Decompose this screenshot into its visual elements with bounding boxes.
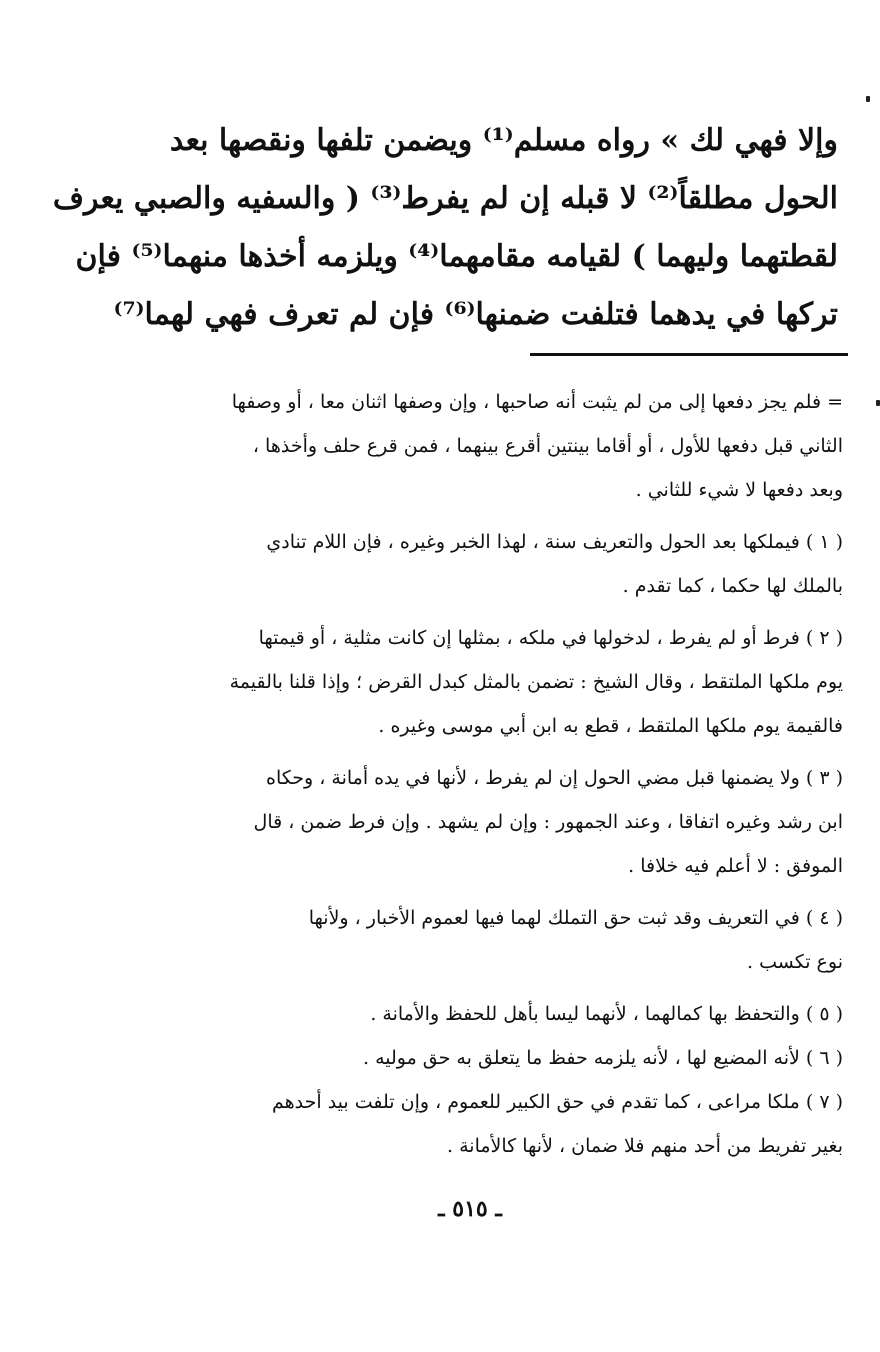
footnote-1 (108, 520, 843, 608)
margin-mark (866, 96, 870, 102)
footnote-line: نوع تكسب . (747, 951, 843, 973)
page-number: ـ ٥١٥ ـ (438, 1196, 502, 1222)
footnote-3 (108, 756, 843, 888)
footnote-continuation (108, 380, 843, 512)
footnote-5 (108, 992, 843, 1036)
main-text-line: تركها في يدهما فتلفت ضمنها⁽⁶⁾ فإن لم تعرف فهي لهما⁽⁷⁾ (113, 297, 838, 332)
footnote-separator (530, 353, 848, 356)
footnote-7 (108, 1080, 843, 1168)
main-text-line: الحول مطلقاً⁽²⁾ لا قبله إن لم يفرط⁽³⁾ ( والسفيه والصبي يعرف (52, 181, 838, 216)
footnote-line: ( ٦ ) لأنه المضيع لها ، لأنه يلزمه حفظ ما يتعلق به حق موليه . (362, 1047, 843, 1069)
footnote-6 (108, 1036, 843, 1080)
footnote-2 (108, 616, 843, 748)
footnote-line: ( ٢ ) فرط أو لم يفرط ، لدخولها في ملكه ، بمثلها إن كانت مثلية ، أو قيمتها (258, 627, 843, 649)
footnote-line: الموفق : لا أعلم فيه خلافا . (628, 855, 843, 877)
main-text-line: وإلا فهي لك » رواه مسلم⁽¹⁾ ويضمن تلفها ونقصها بعد (169, 123, 838, 158)
footnote-line: ( ٣ ) ولا يضمنها قبل مضي الحول إن لم يفرط ، لأنها في يده أمانة ، وحكاه (266, 767, 843, 789)
main-text-line: لقطتهما وليهما ) لقيامه مقامهما⁽⁴⁾ ويلزمه أخذها منهما⁽⁵⁾ فإن (75, 239, 838, 274)
margin-mark (876, 400, 880, 406)
footnote-line: ( ٤ ) في التعريف وقد ثبت حق التملك لهما فيها لعموم الأخبار ، ولأنها (308, 907, 843, 929)
footnote-line: بغير تفريط من أحد منهم فلا ضمان ، لأنها كالأمانة . (447, 1135, 843, 1157)
footnotes-block (108, 380, 843, 1168)
footnote-line: ( ١ ) فيملكها بعد الحول والتعريف سنة ، لهذا الخبر وغيره ، فإن اللام تنادي (266, 531, 843, 553)
footnote-4 (108, 896, 843, 984)
footnote-line: فالقيمة يوم ملكها الملتقط ، قطع به ابن أبي موسى وغيره . (378, 715, 843, 737)
main-text-block (52, 112, 838, 344)
footnote-line: ( ٧ ) ملكا مراعى ، كما تقدم في حق الكبير للعموم ، وإن تلفت بيد أحدهم (272, 1091, 843, 1113)
footnote-line: ( ٥ ) والتحفظ بها كمالهما ، لأنهما ليسا بأهل للحفظ والأمانة . (370, 1003, 843, 1025)
footnote-line: ابن رشد وغيره اتفاقا ، وعند الجمهور : وإن لم يشهد . وإن فرط ضمن ، قال (253, 811, 843, 833)
footnote-line: يوم ملكها الملتقط ، وقال الشيخ : تضمن بالمثل كبدل القرض ؛ وإذا قلنا بالقيمة (229, 671, 843, 693)
footnote-line: بالملك لها حكما ، كما تقدم . (622, 575, 843, 597)
footnote-line: وبعد دفعها لا شيء للثاني . (635, 479, 843, 501)
footnote-line: الثاني قبل دفعها للأول ، أو أقاما بينتين أقرع بينهما ، فمن قرع حلف وأخذها ، (252, 435, 843, 457)
footnote-line: = فلم يجز دفعها إلى من لم يثبت أنه صاحبها ، وإن وصفها اثنان معا ، أو وصفها (231, 391, 843, 413)
